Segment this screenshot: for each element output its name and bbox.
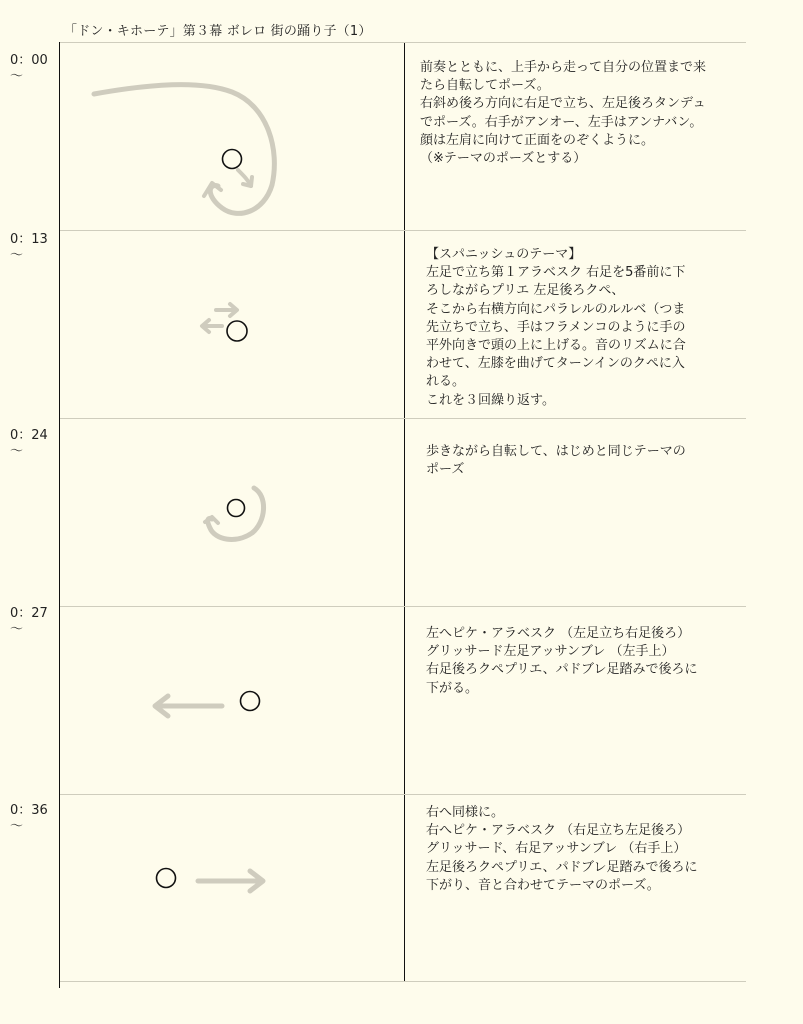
document-title: 「ドン・キホーテ」第３幕 ボレロ 街の踊り子（1） — [64, 24, 372, 39]
move-right-arrow — [198, 871, 263, 891]
entrance-spin-path — [94, 85, 274, 214]
step-description: 【スパニッシュのテーマ】 左足で立ち第１アラベスク 右足を5番前に下 ろしながらプリエ 左足後ろクペ、 そこから右横方向にパラレルのルルベ（つま 先立ちで立ち、手はフラメンコのように手の 平外向きで頭の上に上げる。音のリズムに合 わせて、左膝を曲げてターンインのクペに入 れる。 これを３回繰り返す。 — [426, 247, 686, 408]
walking-spin-path — [205, 488, 264, 539]
dancer-position-marker — [157, 869, 176, 888]
time-marker: 0：36 〜 — [10, 803, 48, 834]
time-marker: 0：24 〜 — [10, 428, 48, 459]
dancer-position-marker — [227, 321, 247, 341]
time-marker: 0：27 〜 — [10, 606, 48, 637]
step-description: 右へ同様に。 右へピケ・アラベスク （右足立ち左足後ろ） グリッサード、右足アッサンブレ （右手上） 左足後ろクペプリエ、パドブレ足踏みで後ろに 下がり、音と合わせてテーマのポーズ。 — [426, 805, 698, 893]
side-step-arrows — [202, 304, 237, 332]
time-marker: 0：13 〜 — [10, 232, 48, 263]
time-marker: 0：00 〜 — [10, 53, 48, 84]
dancer-position-marker — [241, 692, 260, 711]
step-description: 歩きながら自転して、はじめと同じテーマの ポーズ — [426, 444, 686, 478]
step-description: 左へピケ・アラベスク （左足立ち右足後ろ） グリッサード左足アッサンブレ （左手上） 右足後ろクペプリエ、パドブレ足踏みで後ろに 下がる。 — [426, 626, 698, 696]
dancer-position-marker — [228, 500, 245, 517]
move-left-arrow — [155, 696, 222, 716]
step-description: 前奏とともに、上手から走って自分の位置まで来 たら自転してポーズ。 右斜め後ろ方向に右足で立ち、左足後ろタンデュ でポーズ。右手がアンオー、左手はアンナバン。 顔は左肩に向けて正面をのぞくように。 （※テーマのポーズとする） — [420, 60, 707, 167]
dancer-position-marker — [223, 150, 242, 169]
